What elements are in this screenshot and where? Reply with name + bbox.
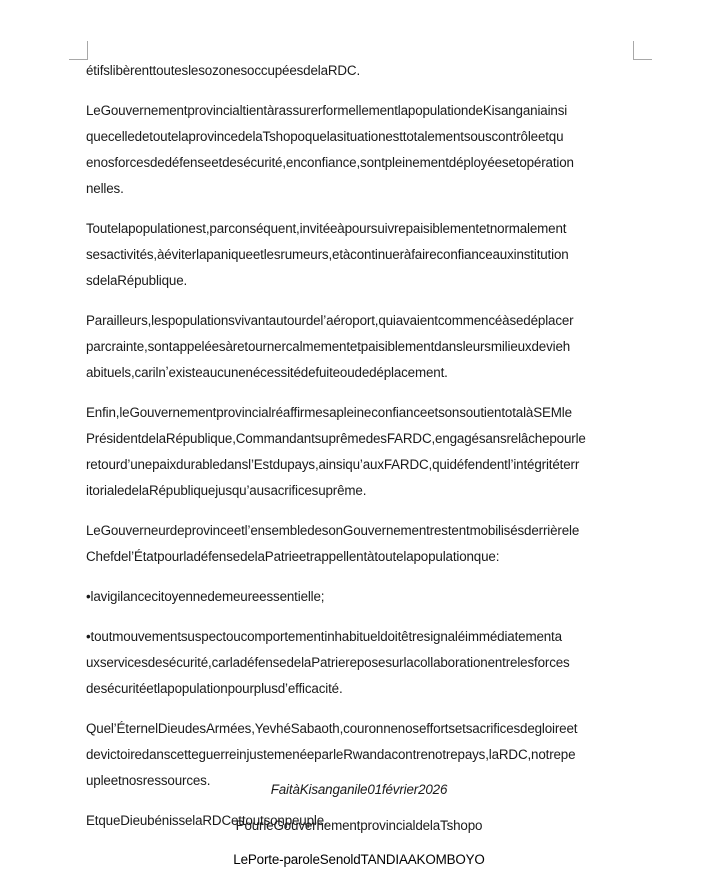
bullet-vigilance [86,584,638,610]
text-line: étifslibèrenttouteslesozonesoccupéesdelaRDC. [86,63,361,78]
closing-on-behalf: PourleGouvernementprovincialdelaTshopo [235,818,483,833]
text-line: PrésidentdelaRépublique,CommandantsuprêmedesFARDC,engagésansrelâchepourle [86,431,586,446]
text-line: LeGouverneurdeprovinceetl’ensembledesonGouvernementrestentmobilisésderrièrele [86,523,580,538]
paragraph-support [86,400,638,504]
text-line: enosforcesdedéfenseetdesécurité,enconfiance,sontpleinementdéployéesetopération [86,155,574,170]
bullet-report-suspicious [86,624,638,702]
paragraph-liberation [86,58,638,84]
text-line: quecelledetoutelaprovincedelaTshopoquelasituationesttotalementsouscontrôleetqu [86,129,564,144]
text-line: •toutmouvementsuspectoucomportementinhabitueldoitêtresignaléimmédiatementa [86,629,562,644]
text-line: LeGouvernementprovincialtientàrassurerformellementlapopulationdeKisanganiainsi [86,103,568,118]
text-line: desécuritéetlapopulationpourplusd’efficacité. [86,681,343,696]
paragraph-airport [86,308,638,386]
text-line: retourd’unepaixdurabledansl’Estdupays,ainsiqu’auxFARDC,quidéfendentl’intégritéterr [86,457,580,472]
text-line: uxservicesdesécurité,carladéfensedelaPatriereposesurlacollaborationentrelesforces [86,655,570,670]
text-line: EtqueDieubénisselaRDCettoutsonpeuple. [86,813,328,828]
text-line: Enfin,leGouvernementprovincialréaffirmesapleineconfianceetsonsoutientotalàSEMle [86,405,572,420]
paragraph-reassurance [86,98,638,202]
text-line: sdelaRépublique. [86,273,188,288]
text-line: Toutelapopulationest,parconséquent,invitéeàpoursuivrepaisiblementetnormalement [86,221,567,236]
text-line: upleetnosressources. [86,773,211,788]
text-line: abituels,carilnʼexisteaucunenécessitédefuiteoudedéplacement. [86,365,448,380]
text-line: itorialedelaRépubliquejusqu’ausacrificesuprême. [86,483,367,498]
text-line: •lavigilancecitoyennedemeureessentielle; [86,589,325,604]
closing-date: FaitàKisanganile01février2026 [270,782,448,797]
text-line: Quel’ÉternelDieudesArmées,YevhéSabaoth,couronnenoseffortsetsacrificesdegloireet [86,721,578,736]
text-line: devictoiredanscetteguerreinjustemenéeparleRwandacontrenotrepays,laRDC,notrepe [86,747,576,762]
text-line: Chefdel’ÉtatpourladéfensedelaPatrieetrappellentàtoutelapopulationque: [86,549,500,564]
text-line: Parailleurs,lespopulationsvivantautourdel’aéroport,quiavaientcommencéàsedéplacer [86,313,574,328]
paragraph-invitation [86,216,638,294]
document-body [86,58,638,848]
text-line: parcrainte,sontappeléesàretournercalmementetpaisiblementdansleursmilieuxdevieh [86,339,571,354]
text-line: nelles. [86,181,124,196]
paragraph-mobilisation [86,518,638,570]
text-line: sesactivités,àéviterlapaniqueetlesrumeurs,etàcontinueràfaireconfianceauxinstitution [86,247,569,262]
closing-signatory: LePorte-paroleSenoldTANDIAAKOMBOYO [233,852,485,867]
